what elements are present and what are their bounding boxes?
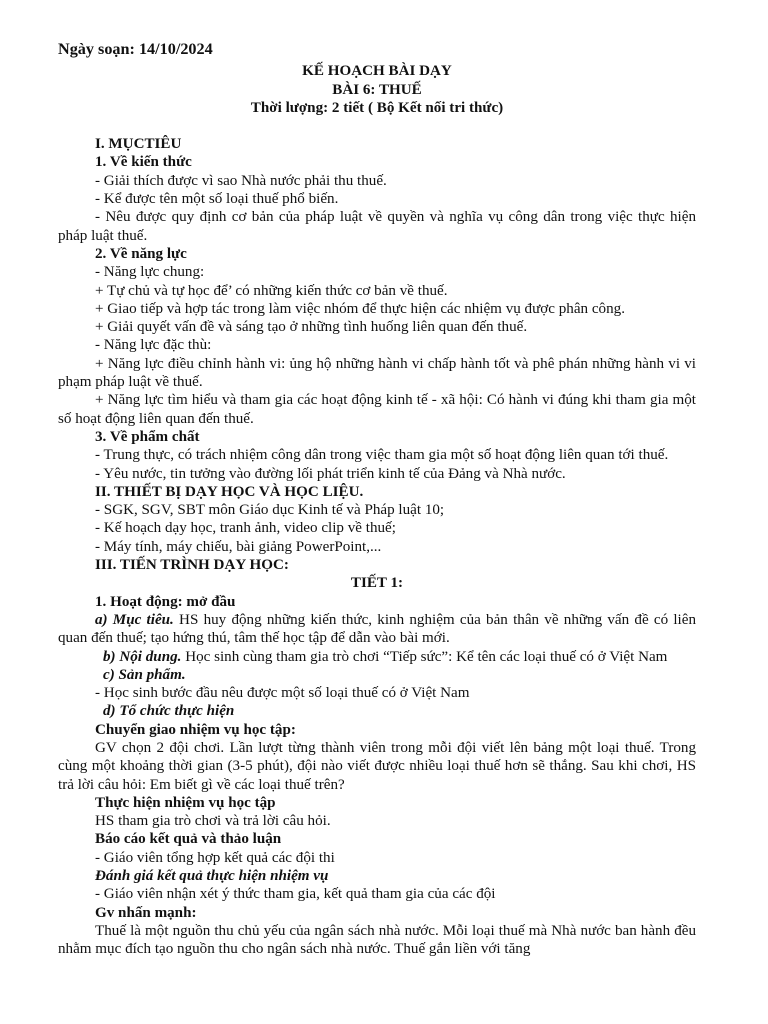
objective-text: HS huy động những kiến thức, kinh nghiệm của bản thân về những vấn đề có liên quan đến thuế; tạo hứng thú, tâm thế học tập để dẫn vào bài mới. bbox=[58, 611, 696, 647]
quality-item: - Trung thực, có trách nhiệm công dân trong việc tham gia một số hoạt động liên quan tới thuế. bbox=[95, 447, 669, 464]
qualities-heading: 3. Về phẩm chất bbox=[95, 428, 200, 445]
product-label: c) Sản phẩm. bbox=[103, 666, 186, 683]
content-text: Học sinh cùng tham gia trò chơi “Tiếp sức”: Kể tên các loại thuế có ở Việt Nam bbox=[181, 648, 668, 665]
quality-item: - Yêu nước, tin tưởng vào đường lối phát triển kinh tế của Đảng và Nhà nước. bbox=[95, 465, 566, 482]
knowledge-item: - Giải thích được vì sao Nhà nước phải thu thuế. bbox=[95, 172, 387, 189]
competence-item: + Tự chủ và tự học để’ có những kiến thức cơ bản về thuế. bbox=[95, 282, 448, 299]
content-label: b) Nội dung. bbox=[103, 648, 182, 665]
lesson-duration: Thời lượng: 2 tiết ( Bộ Kết nối tri thức) bbox=[250, 99, 504, 116]
section-objectives-heading: I. MỤCTIÊU bbox=[95, 136, 182, 153]
knowledge-item: - Kể được tên một số loại thuế phổ biến. bbox=[95, 191, 339, 208]
product-text: - Học sinh bước đầu nêu được một số loại thuế có ở Việt Nam bbox=[95, 685, 470, 702]
task-transfer-heading: Chuyển giao nhiệm vụ học tập: bbox=[95, 721, 296, 738]
task-transfer-text: GV chọn 2 đội chơi. Lần lượt từng thành viên trong mỗi đội viết lên bảng một loại thuế. Trong cùng một khoảng thời gian (3-5 phút), đội nào viết được nhiều loại thuế hơn sẽ thắng. Sau khi chơi, HS trả lời câu hỏi: Em biết gì về các loại thuế trên? bbox=[58, 739, 696, 793]
task-execution-heading: Thực hiện nhiệm vụ học tập bbox=[95, 794, 276, 811]
objective-paragraph bbox=[58, 611, 696, 648]
lesson-title: BÀI 6: THUẾ bbox=[332, 81, 422, 98]
report-heading: Báo cáo kết quả và thảo luận bbox=[95, 831, 282, 848]
knowledge-heading: 1. Về kiến thức bbox=[95, 154, 192, 171]
evaluation-heading: Đánh giá kết quả thực hiện nhiệm vụ bbox=[95, 868, 329, 885]
equipment-item: - Kế hoạch dạy học, tranh ảnh, video clip về thuế; bbox=[95, 520, 396, 537]
equipment-item: - Máy tính, máy chiếu, bài giảng PowerPoint,... bbox=[95, 538, 382, 555]
task-execution-text: HS tham gia trò chơi và trả lời câu hỏi. bbox=[95, 813, 331, 830]
period-title: TIẾT 1: bbox=[350, 575, 404, 592]
competence-item: + Năng lực tìm hiểu và tham gia các hoạt động kinh tế - xã hội: Có hành vi đúng khi tham gia một số hoạt động liên quan đến thuế. bbox=[58, 392, 696, 427]
objective-label: a) Mục tiêu. bbox=[95, 611, 174, 628]
preparation-date: Ngày soạn: 14/10/2024 bbox=[58, 40, 213, 58]
competence-item: - Năng lực chung: bbox=[95, 264, 205, 281]
competence-item: - Năng lực đặc thù: bbox=[95, 337, 212, 354]
equipment-item: - SGK, SGV, SBT môn Giáo dục Kinh tế và Pháp luật 10; bbox=[95, 502, 445, 519]
competence-item: + Năng lực điều chỉnh hành vi: ủng hộ những hành vi chấp hành tốt và phê phán những hành vi vi phạm pháp luật về thuế. bbox=[58, 355, 696, 391]
knowledge-item: - Nêu được quy định cơ bản của pháp luật về quyền và nghĩa vụ công dân trong việc thực hiện pháp luật thuế. bbox=[58, 209, 696, 244]
section-equipment-heading: II. THIẾT BỊ DẠY HỌC VÀ HỌC LIỆU. bbox=[95, 483, 364, 500]
plan-title: KẾ HOẠCH BÀI DẠY bbox=[302, 63, 452, 80]
activity-heading: 1. Hoạt động: mở đầu bbox=[95, 593, 236, 610]
competence-heading: 2. Về năng lực bbox=[95, 245, 187, 262]
competence-item: + Giải quyết vấn đề và sáng tạo ở những tình huống liên quan đến thuế. bbox=[95, 319, 528, 336]
organization-label: d) Tổ chức thực hiện bbox=[103, 703, 235, 720]
competence-item: + Giao tiếp và hợp tác trong làm việc nhóm để thực hiện các nhiệm vụ được phân công. bbox=[95, 300, 625, 317]
emphasis-heading: Gv nhấn mạnh: bbox=[95, 904, 197, 921]
section-process-heading: III. TIẾN TRÌNH DẠY HỌC: bbox=[95, 557, 289, 574]
document-page bbox=[58, 40, 696, 959]
spacer bbox=[58, 117, 696, 135]
emphasis-text: Thuế là một nguồn thu chủ yếu của ngân sách nhà nước. Mỗi loại thuế mà Nhà nước ban hành đều nhằm mục đích tạo nguồn thu cho ngân sách nhà nước. Thuế gắn liền với tăng bbox=[58, 922, 696, 958]
evaluation-text: - Giáo viên nhận xét ý thức tham gia, kết quả tham gia của các đội bbox=[95, 886, 496, 903]
report-text: - Giáo viên tổng hợp kết quả các đội thi bbox=[95, 849, 335, 866]
content-paragraph bbox=[58, 648, 696, 666]
